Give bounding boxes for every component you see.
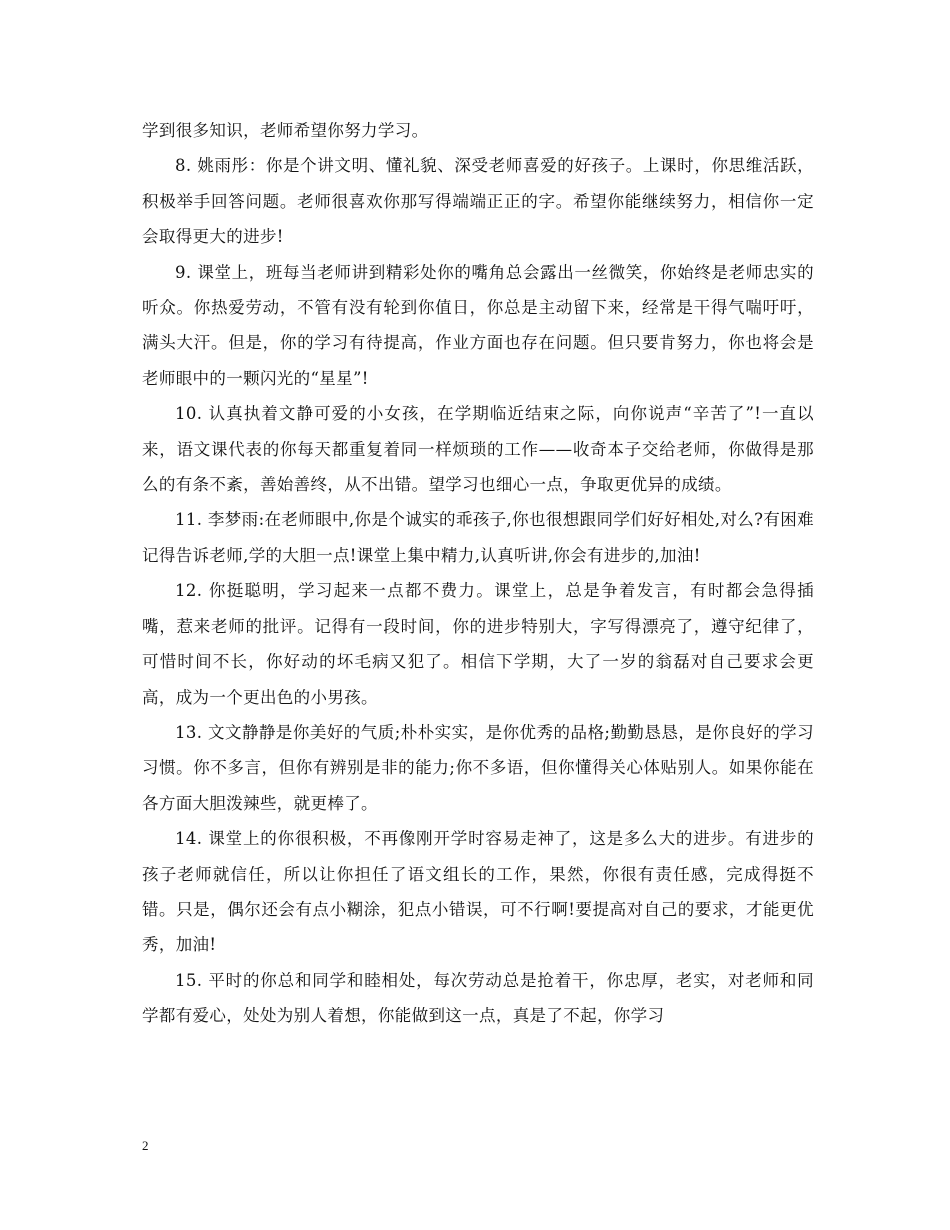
paragraph-comment-12: 12. 你挺聪明，学习起来一点都不费力。课堂上，总是争着发言，有时都会急得插嘴，惹来老师的批评。记得有一段时间，你的进步特别大，字写得漂亮了，遵守纪律了，可惜时间不长，你好动的坏毛病又犯了。相信下学期，大了一岁的翁磊对自己要求会更高，成为一个更出色的小男孩。 [142,581,814,707]
paragraph-comment-14: 14. 课堂上的你很积极，不再像刚开学时容易走神了，这是多么大的进步。有进步的孩子老师就信任，所以让你担任了语文组长的工作，果然，你很有责任感，完成得挺不错。只是，偶尔还会有点小糊涂，犯点小错误，可不行啊!要提高对自己的要求，才能更优秀，加油! [142,829,814,955]
paragraph-comment-9: 9. 课堂上，班每当老师讲到精彩处你的嘴角总会露出一丝微笑，你始终是老师忠实的听众。你热爱劳动，不管有没有轮到你值日，你总是主动留下来，经常是干得气喘吁吁，满头大汗。但是，你的学习有待提高，作业方面也存在问题。但只要肯努力，你也将会是老师眼中的一颗闪光的“星星”! [142,262,814,388]
document-body [142,113,814,1034]
paragraph-comment-15: 15. 平时的你总和同学和睦相处，每次劳动总是抢着干，你忠厚，老实，对老师和同学都有爱心，处处为别人着想，你能做到这一点，真是了不起，你学习 [142,970,814,1026]
page-number: 2 [142,1138,149,1153]
paragraph-comment-10: 10. 认真执着文静可爱的小女孩，在学期临近结束之际，向你说声“辛苦了”!一直以来，语文课代表的你每天都重复着同一样烦琐的工作——收奇本子交给老师，你做得是那么的有条不紊，善始善终，从不出错。望学习也细心一点，争取更优异的成绩。 [142,404,814,495]
paragraph-comment-8: 8. 姚雨彤：你是个讲文明、懂礼貌、深受老师喜爱的好孩子。上课时，你思维活跃，积极举手回答问题。老师很喜欢你那写得端端正正的字。希望你能继续努力，相信你一定会取得更大的进步! [142,156,814,247]
paragraph-comment-11: 11. 李梦雨:在老师眼中,你是个诚实的乖孩子,你也很想跟同学们好好相处,对么?有困难记得告诉老师,学的大胆一点!课堂上集中精力,认真听讲,你会有进步的,加油! [142,510,814,565]
paragraph-comment-13: 13. 文文静静是你美好的气质;朴朴实实，是你优秀的品格;勤勤恳恳，是你良好的学习习惯。你不多言，但你有辨别是非的能力;你不多语，但你懂得关心体贴别人。如果你能在各方面大胆泼辣些，就更棒了。 [142,722,814,813]
paragraph-continuation: 学到很多知识，老师希望你努力学习。 [142,121,429,140]
